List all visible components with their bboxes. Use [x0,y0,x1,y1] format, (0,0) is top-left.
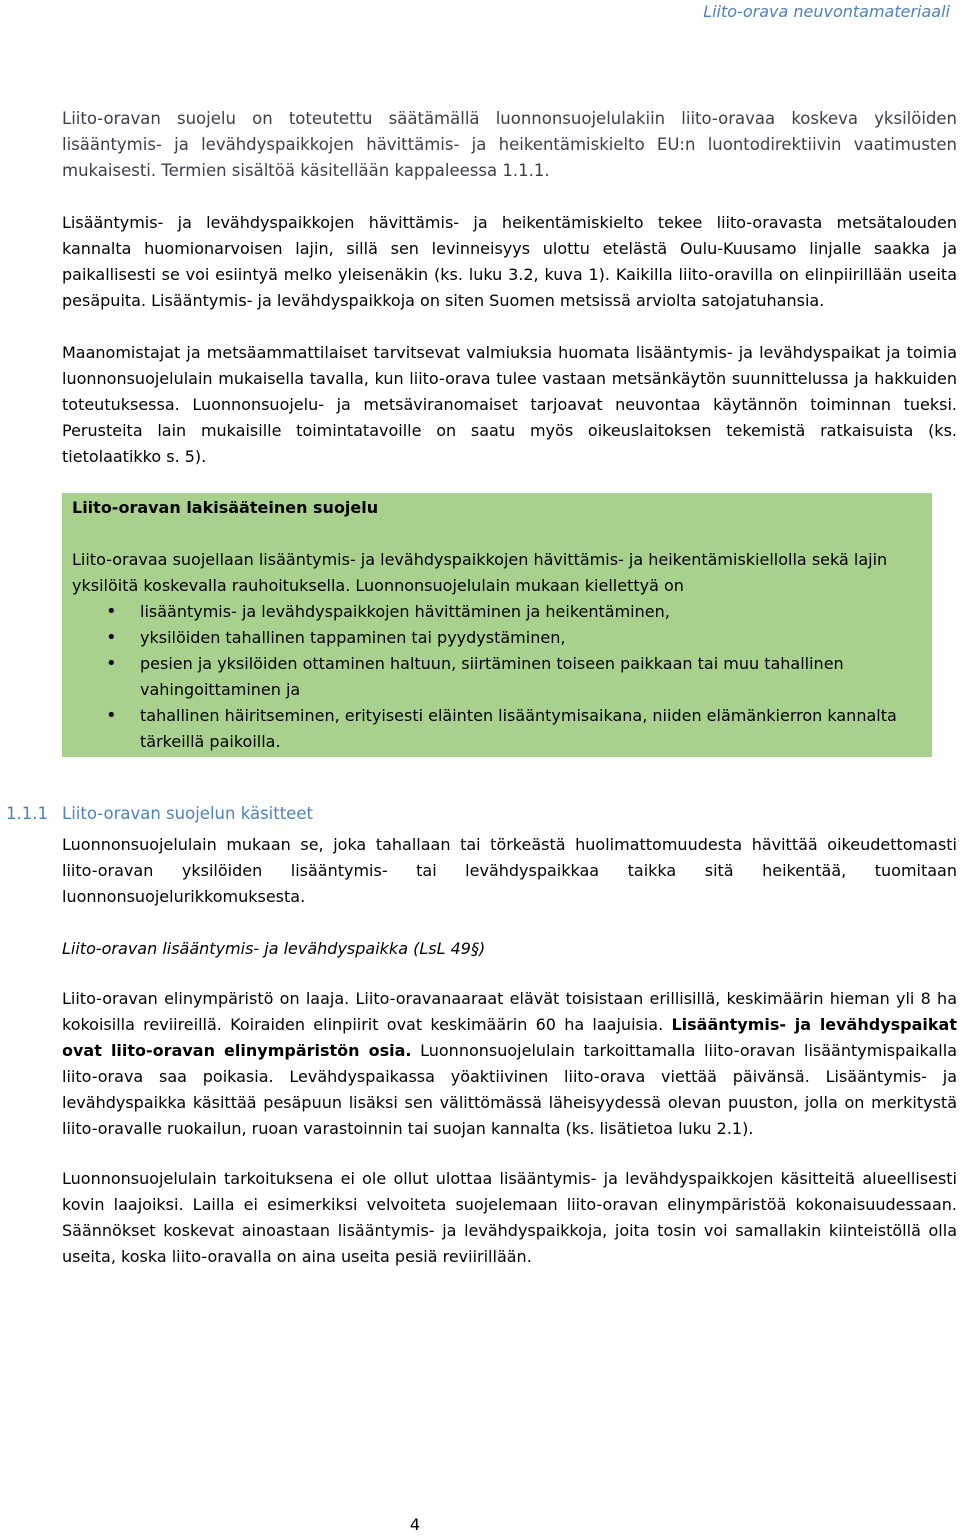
list-item [62,625,910,651]
list-item [62,703,910,755]
intro-paragraph: Liito-oravan suojelu on toteutettu säätämällä luonnonsuojelulakiin liito-oravaa koskeva yksilöiden lisääntymis- ja levähdyspaikkojen hävittämis- ja heikentämiskielto EU:n luontodirektiivin vaatimusten mukaisesti. Termien sisältöä käsitellään kappaleessa 1.1.1. [62,109,957,180]
box-intro: Liito-oravaa suojellaan lisääntymis- ja levähdyspaikkojen hävittämis- ja heikentämiskiellolla sekä lajin yksilöitä koskevalla rauhoituksella. Luonnonsuojelulain mukaan kiellettyä on [72,550,888,595]
list-item-text: tahallinen häiritseminen, erityisesti eläinten lisääntymisaikana, niiden elämänkierron kannalta tärkeillä paikoilla. [140,706,897,751]
paragraph-2: Lisääntymis- ja levähdyspaikkojen hävittämis- ja heikentämiskielto tekee liito-oravasta metsätalouden kannalta huomionarvoisen lajin, sillä sen levinneisyys ulottu etelästä Oulu-Kuusamo linjalle saakka ja paikallisesti se voi esiintyä melko yleisenäkin (ks. luku 3.2, kuva 1). Kaikilla liito-oravilla on elinpiirillään useita pesäpuita. Lisääntymis- ja levähdyspaikkoja on siten Suomen metsissä arviolta satojatuhansia. [62,213,957,310]
running-header: Liito-orava neuvontamateriaali [703,2,950,21]
list-item [62,599,910,625]
paragraph-6-part2: Luonnonsuojelulain tarkoittamalla liito-oravan lisääntymispaikalla liito-orava saa poikasia. Levähdyspaikassa yöaktiivinen liito-orava viettää päivänsä. Lisääntymis- ja levähdyspaikka käsittää pesäpuun lisäksi sen välittömässä läheisyydessä olevan puuston, jolla on merkitystä liito-oravalle ruokailun, ruoan varastoinnin tai suojan kannalta (ks. lisätietoa luku 2.1). [62,1041,957,1138]
section-number: 1.1.1 [6,804,48,823]
paragraph-3: Maanomistajat ja metsäammattilaiset tarvitsevat valmiuksia huomata lisääntymis- ja levähdyspaikat ja toimia luonnonsuojelulain mukaisella tavalla, kun liito-orava tulee vastaan metsänkäytön suunnittelussa ja hakkuiden toteutuksessa. Luonnonsuojelu- ja metsäviranomaiset tarjoavat neuvontaa käytännön toiminnan tueksi. Perusteita lain mukaisille toimintatavoille on saatu myös oikeuslaitoksen tekemistä ratkaisuista (ks. tietolaatikko s. 5). [62,343,957,466]
bullet-icon: • [106,705,117,726]
paragraph-4: Luonnonsuojelulain mukaan se, joka tahallaan tai törkeästä huolimattomuudesta hävittää oikeudettomasti liito-oravan yksilöiden lisääntymis- tai levähdyspaikkaa taikka sitä heikentää, tuomitaan luonnonsuojelurikkomuksesta. [62,835,957,906]
list-item-text: lisääntymis- ja levähdyspaikkojen hävittäminen ja heikentäminen, [140,602,670,621]
prohibitions-list [62,599,922,755]
list-item-text: pesien ja yksilöiden ottaminen haltuun, siirtäminen toiseen paikkaan tai muu tahallinen vahingoittaminen ja [140,654,844,699]
bullet-icon: • [106,653,117,674]
paragraph-6-bold: Lisääntymis- ja levähdyspaikat ovat liito-oravan elinympäristön osia. [62,1015,957,1060]
paragraph-7: Luonnonsuojelulain tarkoituksena ei ole ollut ulottaa lisääntymis- ja levähdyspaikkojen käsitteitä alueellisesti kovin laajoiksi. Lailla ei esimerkiksi velvoiteta suojelemaan liito-oravan elinympäristöä kokonaisuudessaan. Säännökset koskevat ainoastaan lisääntymis- ja levähdyspaikkoja, joita tosin voi samallakin kiinteistöllä olla useita, koska liito-oravalla on aina useita pesiä reviirillään. [62,1169,957,1266]
box-title: Liito-oravan lakisääteinen suojelu [72,498,379,517]
list-item-text: yksilöiden tahallinen tappaminen tai pyydystäminen, [140,628,566,647]
paragraph-6-part1: Liito-oravan elinympäristö on laaja. Liito-oravanaaraat elävät toisistaan erillisillä, keskimäärin hieman yli 8 ha kokoisilla reviireillä. Koiraiden elinpiirit ovat keskimäärin 60 ha laajuisia. [62,989,957,1034]
paragraph-6 [62,986,957,1142]
page-number: 4 [409,1515,421,1534]
bullet-icon: • [106,627,117,648]
bullet-icon: • [106,601,117,622]
subheading: Liito-oravan lisääntymis- ja levähdyspaikka (LsL 49§) [62,939,486,958]
list-item [62,651,910,703]
section-heading [6,800,313,828]
legal-protection-box [62,493,932,757]
section-title: Liito-oravan suojelun käsitteet [62,804,313,823]
